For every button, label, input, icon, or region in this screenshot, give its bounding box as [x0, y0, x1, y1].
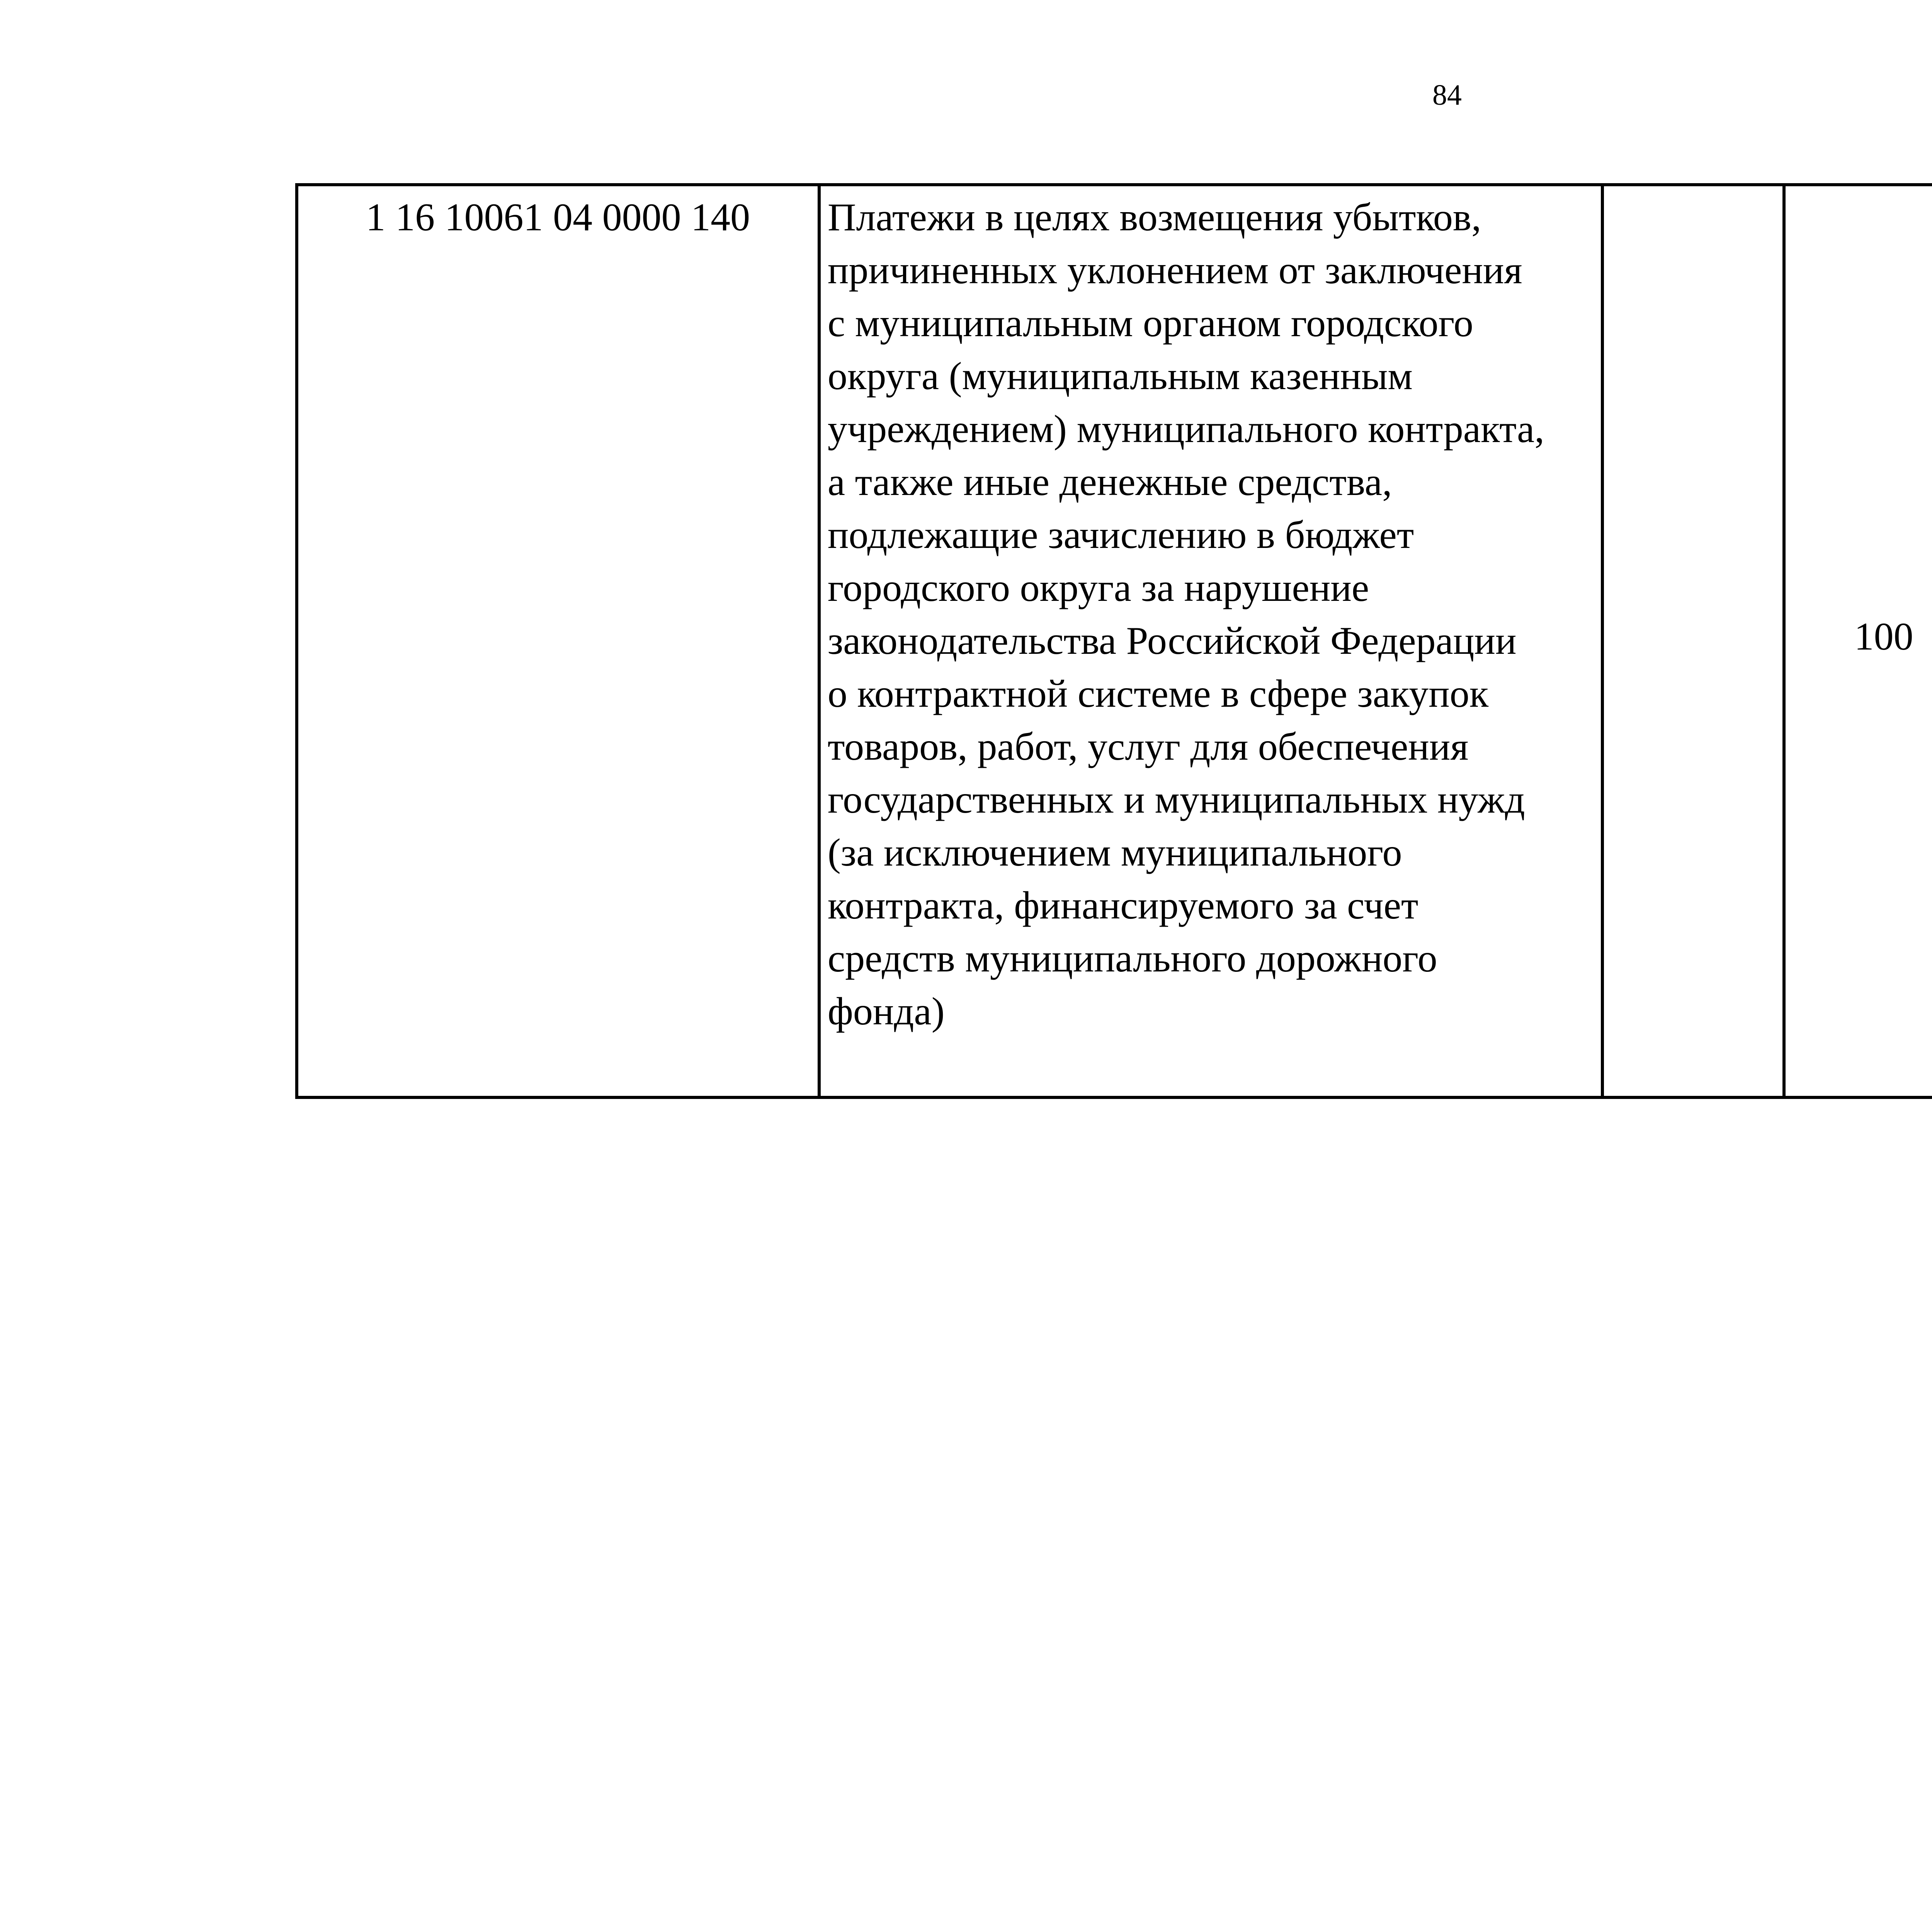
revenue-name-line: о контрактной системе в сфере закупок [827, 672, 1489, 716]
revenue-name-line: городского округа за нарушение [827, 566, 1369, 610]
revenue-name-line: а также иные денежные средства, [827, 460, 1392, 504]
revenue-name-line: с муниципальным органом городского [827, 301, 1473, 345]
revenue-name-line: средств муниципального дорожного [827, 937, 1437, 980]
revenue-name-cell [819, 185, 1602, 1097]
revenue-name-line: (за исключением муниципального [827, 831, 1402, 874]
revenue-name-line: товаров, работ, услуг для обеспечения [827, 725, 1469, 769]
page-number: 84 [1432, 79, 1462, 111]
revenue-name-line: Платежи в целях возмещения убытков, [827, 196, 1481, 239]
revenue-code-cell: 1 16 10061 04 0000 140 [297, 185, 819, 1097]
revenue-name-line: подлежащие зачислению в бюджет [827, 513, 1414, 557]
revenue-name-line: причиненных уклонением от заключения [827, 248, 1522, 292]
revenue-name-line: округа (муниципальным казенным [827, 354, 1413, 398]
revenue-name-line: учреждением) муниципального контракта, [827, 407, 1544, 451]
revenue-name-line: контракта, финансируемого за счет [827, 884, 1418, 927]
table-row [297, 185, 1932, 1097]
column-3-cell [1602, 185, 1784, 1097]
revenue-name-line: фонда) [827, 990, 945, 1033]
budget-revenue-table [295, 183, 1932, 1099]
revenue-name-line: законодательства Российской Федерации [827, 619, 1517, 663]
revenue-name-line: государственных и муниципальных нужд [827, 778, 1525, 822]
column-4-value-cell: 100 [1784, 185, 1932, 1097]
